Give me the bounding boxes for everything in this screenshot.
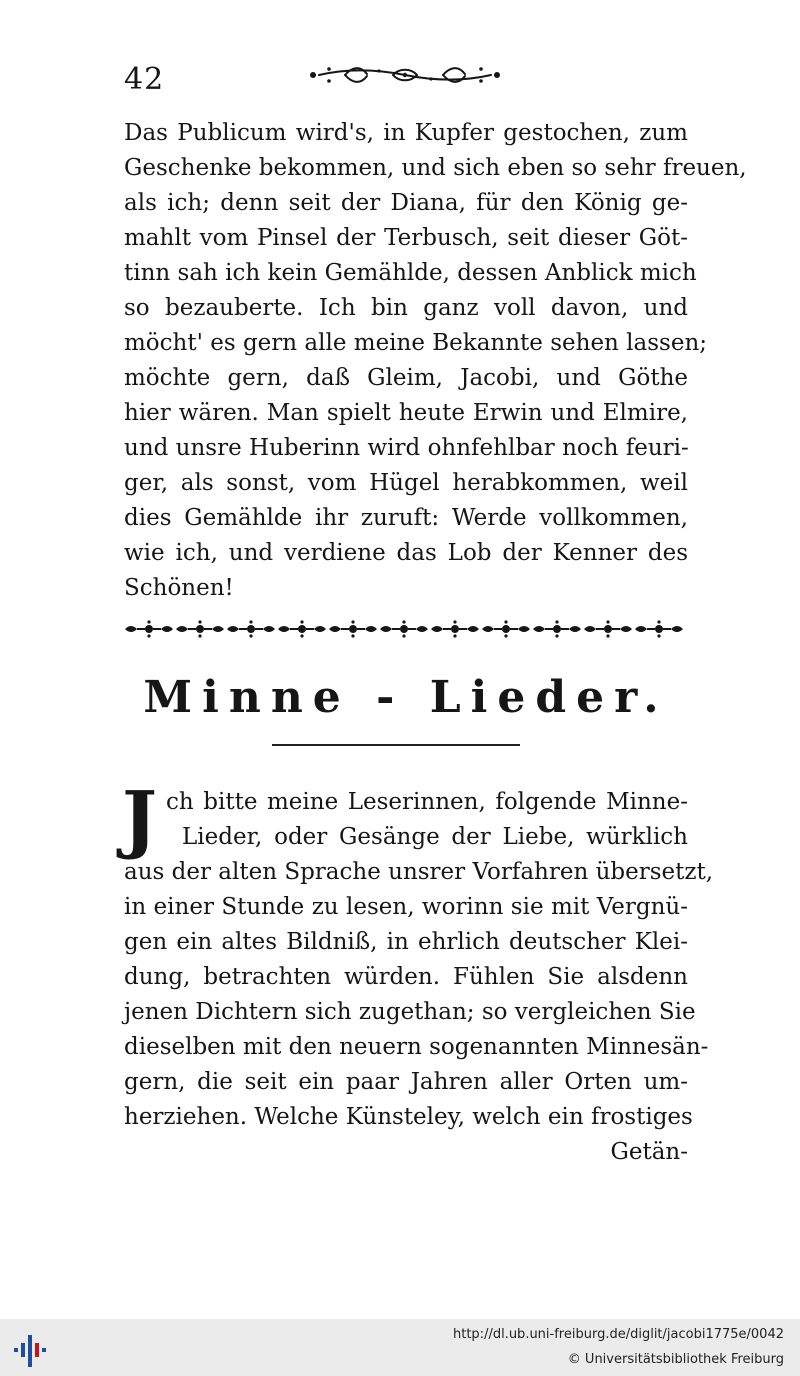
text-line: herziehen. Welche Künsteley, welch ein frostiges <box>124 1104 693 1130</box>
top-paragraph <box>124 116 747 606</box>
text-line: dung, betrachten würden. Fühlen Sie alsdenn <box>124 964 688 990</box>
text-line: gern, die seit ein paar Jahren aller Orten um- <box>124 1069 688 1095</box>
text-line: dies Gemählde ihr zuruft: Werde vollkommen, <box>124 505 688 531</box>
section-title: Minne - Lieder. <box>143 672 669 723</box>
text-line: Schönen! <box>124 575 234 601</box>
copyright-notice: © Universitätsbibliothek Freiburg <box>567 1352 784 1367</box>
text-line: Lieder, oder Gesänge der Liebe, würklich <box>182 824 688 850</box>
text-line: aus der alten Sprache unsrer Vorfahren übersetzt, <box>124 859 714 885</box>
text-line: und unsre Huberinn wird ohnfehlbar noch feuri- <box>124 435 689 461</box>
text-line: ch bitte meine Leserinnen, folgende Minne- <box>166 789 688 815</box>
text-line: gen ein altes Bildniß, in ehrlich deutscher Klei- <box>124 929 688 955</box>
text-line: tinn sah ich kein Gemählde, dessen Anblick mich <box>124 260 697 286</box>
drop-cap: J <box>122 776 158 862</box>
text-line: in einer Stunde zu lesen, worinn sie mit Vergnü- <box>124 894 688 920</box>
text-line: möcht' es gern alle meine Bekannte sehen lassen; <box>124 330 708 356</box>
footer-bar <box>0 1319 800 1376</box>
text-line: wie ich, und verdiene das Lob der Kenner des <box>124 540 688 566</box>
text-line: hier wären. Man spielt heute Erwin und Elmire, <box>124 400 688 426</box>
ub-freiburg-logo-icon <box>12 1331 52 1371</box>
permalink-url-link[interactable]: http://dl.ub.uni-freiburg.de/diglit/jacobi1775e/0042 <box>453 1327 784 1342</box>
catchword: Getän- <box>610 1139 688 1165</box>
text-line: als ich; denn seit der Diana, für den König ge- <box>124 190 688 216</box>
ornament-divider-icon <box>125 616 685 642</box>
text-line: mahlt vom Pinsel der Terbusch, seit dieser Göt- <box>124 225 688 251</box>
text-line: möchte gern, daß Gleim, Jacobi, und Göthe <box>124 365 688 391</box>
header-ornament-icon <box>305 60 505 90</box>
title-rule <box>272 744 520 746</box>
text-line: so bezauberte. Ich bin ganz voll davon, und <box>124 295 688 321</box>
text-line: dieselben mit den neuern sogenannten Minnesän- <box>124 1034 709 1060</box>
text-line: ger, als sonst, vom Hügel herabkommen, weil <box>124 470 688 496</box>
text-line: Geschenke bekommen, und sich eben so sehr freuen, <box>124 155 747 181</box>
bottom-paragraph <box>124 785 714 1170</box>
page-number: 42 <box>124 62 165 97</box>
text-line: Das Publicum wird's, in Kupfer gestochen, zum <box>124 120 688 146</box>
text-line: jenen Dichtern sich zugethan; so vergleichen Sie <box>124 999 696 1025</box>
